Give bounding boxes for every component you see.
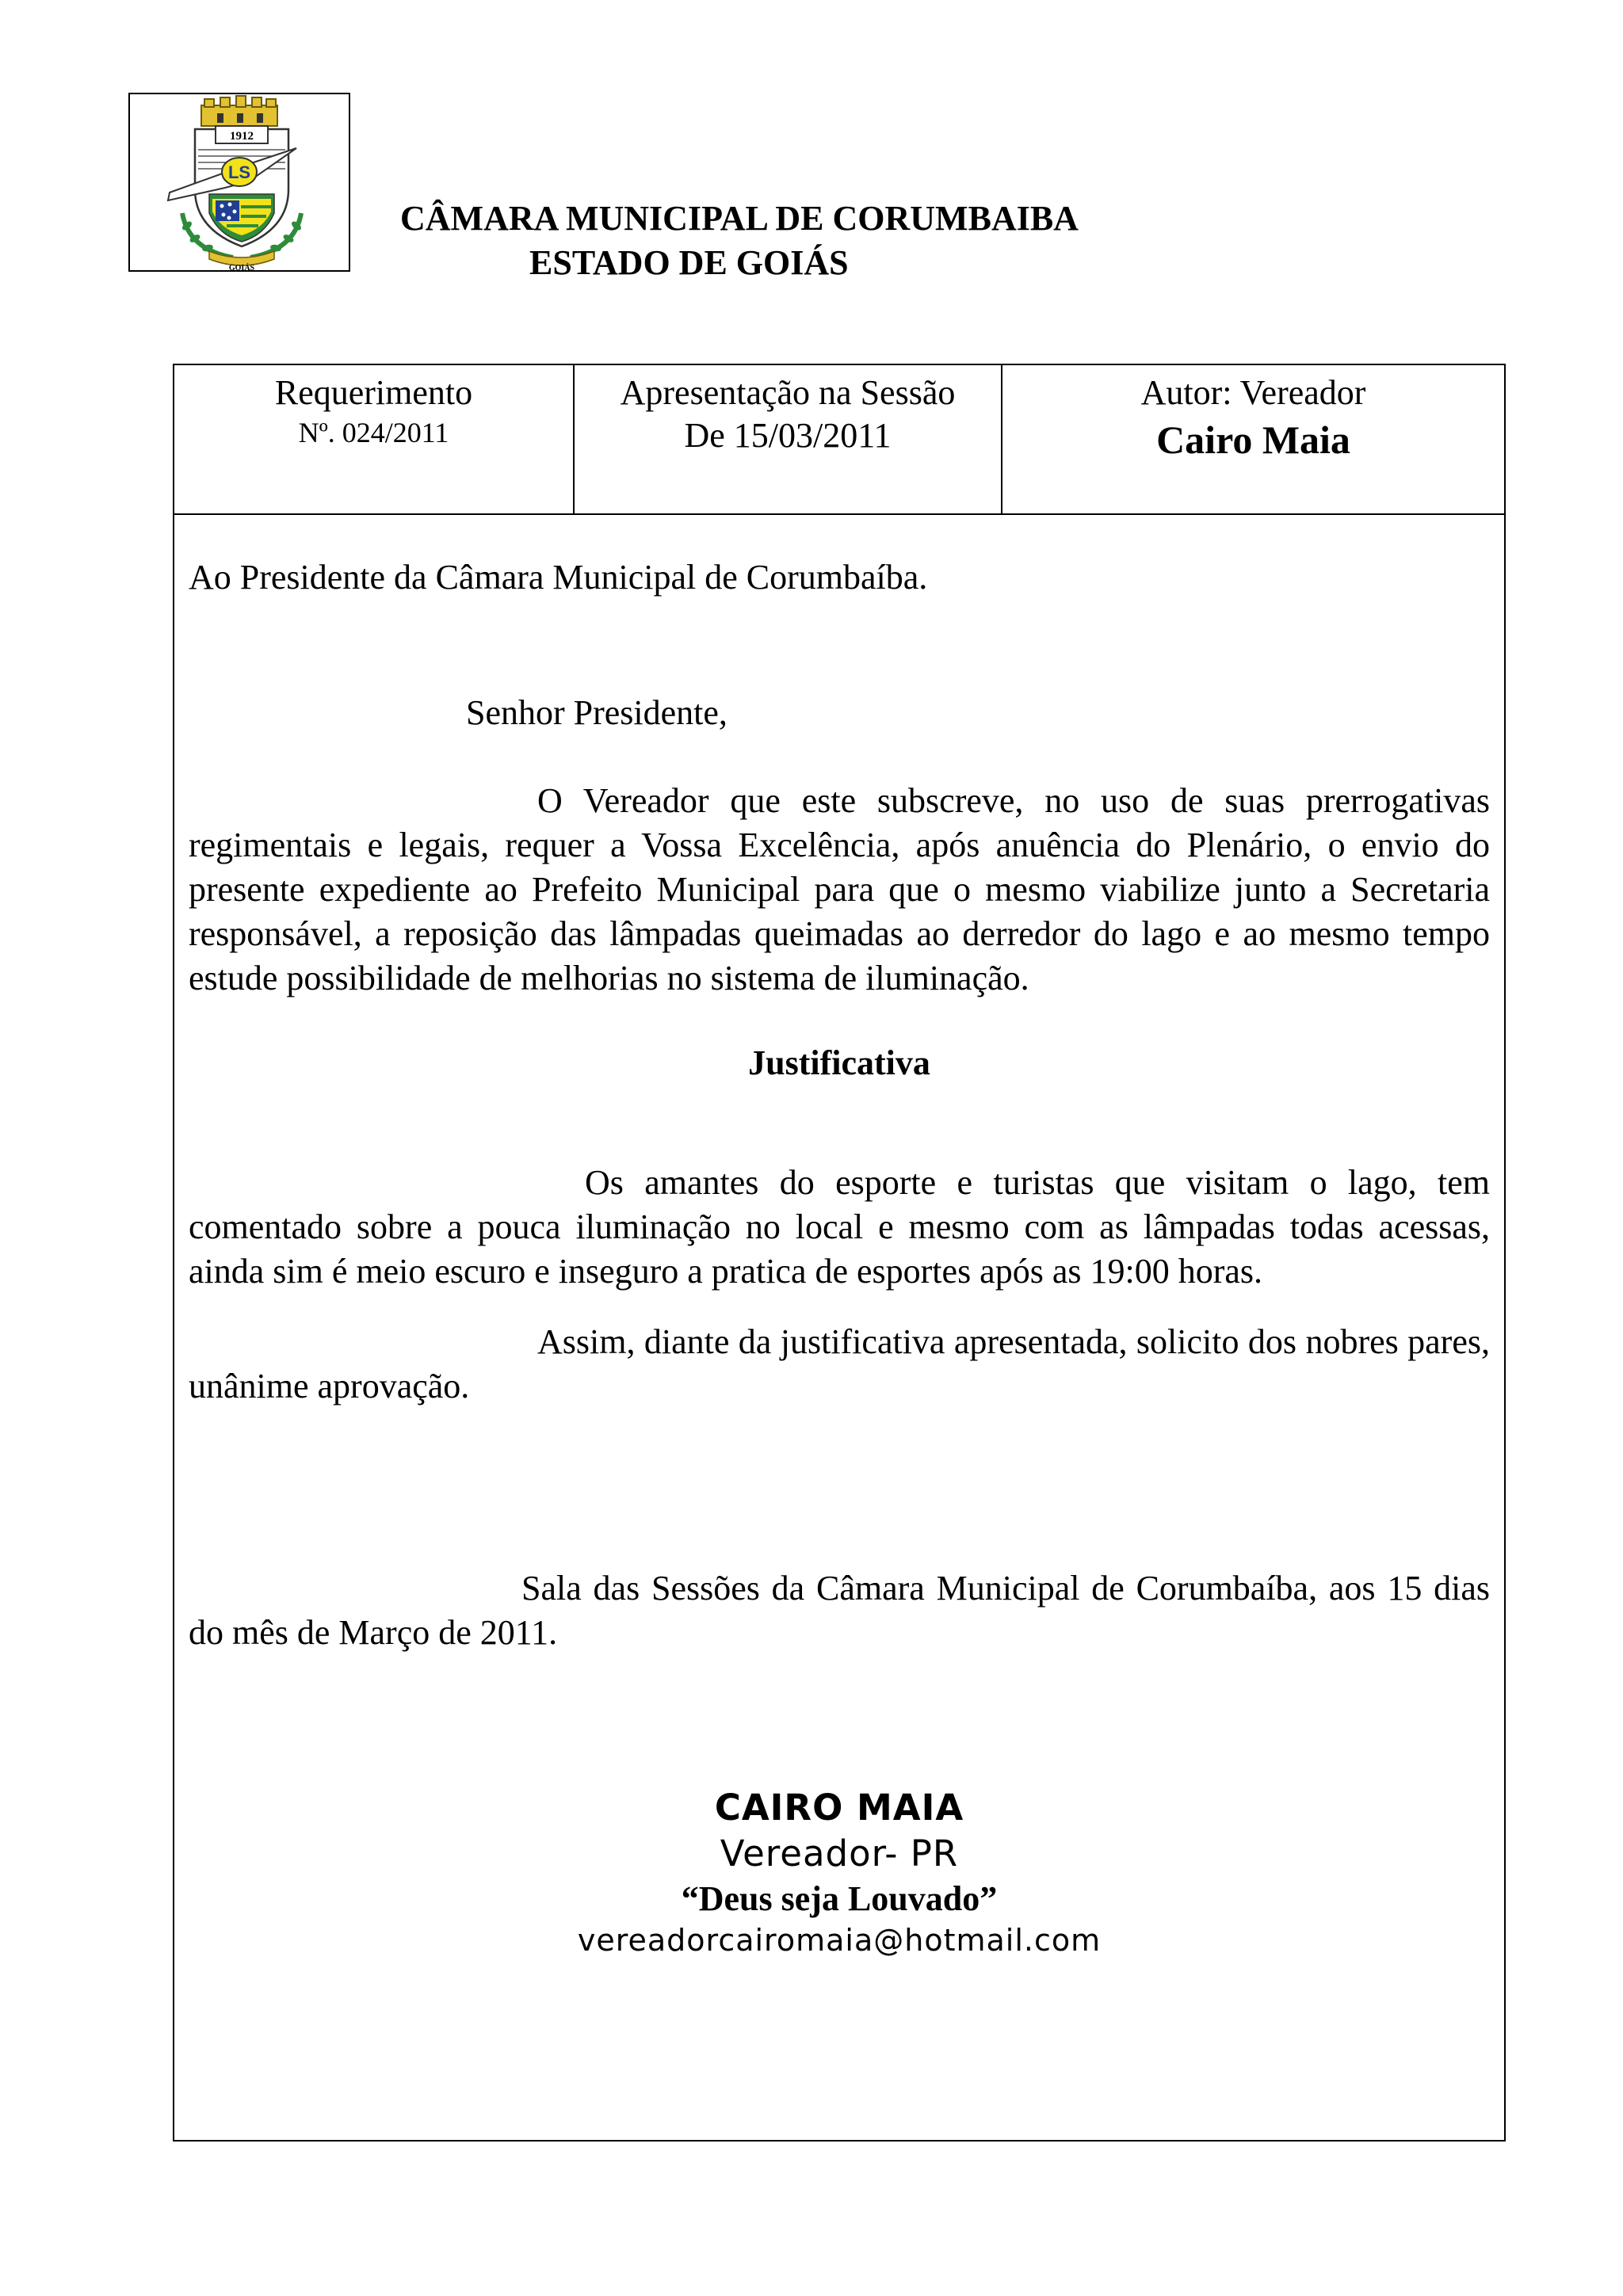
- session-label: Apresentação na Sessão: [620, 373, 956, 412]
- doc-number: Nº. 024/2011: [298, 417, 449, 448]
- info-table: [174, 365, 1504, 515]
- seal-year: 1912: [230, 130, 254, 143]
- signer-email[interactable]: vereadorcairomaia@hotmail.com: [577, 1923, 1102, 1958]
- document-header: [400, 196, 1193, 285]
- session-date: De 15/03/2011: [684, 416, 892, 455]
- closing-paragraph: Assim, diante da justificativa apresentada, solicito dos nobres pares, unânime aprovação.: [189, 1322, 1490, 1405]
- seal-letters: LS: [227, 162, 251, 182]
- doc-type: Requerimento: [274, 373, 473, 412]
- request-cell: [174, 365, 575, 513]
- salutation: Senhor Presidente,: [466, 693, 727, 732]
- place-date-paragraph: Sala das Sessões da Câmara Municipal de Corumbaíba, aos 15 dias do mês de Março de 2011.: [189, 1569, 1490, 1652]
- signer-name: CAIRO MAIA: [714, 1787, 964, 1829]
- author-label: Autor: Vereador: [1140, 373, 1366, 412]
- mural-crown-icon: [201, 96, 277, 126]
- document-frame: [173, 364, 1506, 2142]
- chamber-title: CÂMARA MUNICIPAL DE CORUMBAIBA: [400, 199, 1079, 238]
- signer-motto: “Deus seja Louvado”: [681, 1879, 998, 1918]
- author-cell: [1002, 365, 1504, 513]
- signer-role: Vereador- PR: [720, 1833, 959, 1875]
- coat-of-arms-emblem: [130, 94, 352, 273]
- seal-state: GOIÁS: [228, 264, 255, 273]
- state-title: ESTADO DE GOIÁS: [529, 243, 849, 282]
- signature-block: [174, 1785, 1504, 1959]
- author-name: Cairo Maia: [1156, 418, 1350, 462]
- justification-paragraph: Os amantes do esporte e turistas que visitam o lago, tem comentado sobre a pouca iluminação no local e mesmo com as lâmpadas todas acessas, ainda sim é meio escuro e inseguro a pratica de esportes após as 19:00 horas.: [189, 1163, 1490, 1291]
- municipal-seal: [128, 93, 350, 272]
- addressee-line: Ao Presidente da Câmara Municipal de Corumbaíba.: [189, 558, 928, 597]
- justification-heading: Justificativa: [748, 1043, 930, 1082]
- request-paragraph: O Vereador que este subscreve, no uso de suas prerrogativas regimentais e legais, requer a Vossa Excelência, após anuência do Plenário, o envio do presente expediente ao Prefeito Municipal para que o mesmo viabilize junto a Secretaria responsável, a reposição das lâmpadas queimadas ao derredor do lago e ao mesmo tempo estude possibilidade de melhorias no sistema de iluminação.: [189, 781, 1490, 997]
- session-cell: [575, 365, 1002, 513]
